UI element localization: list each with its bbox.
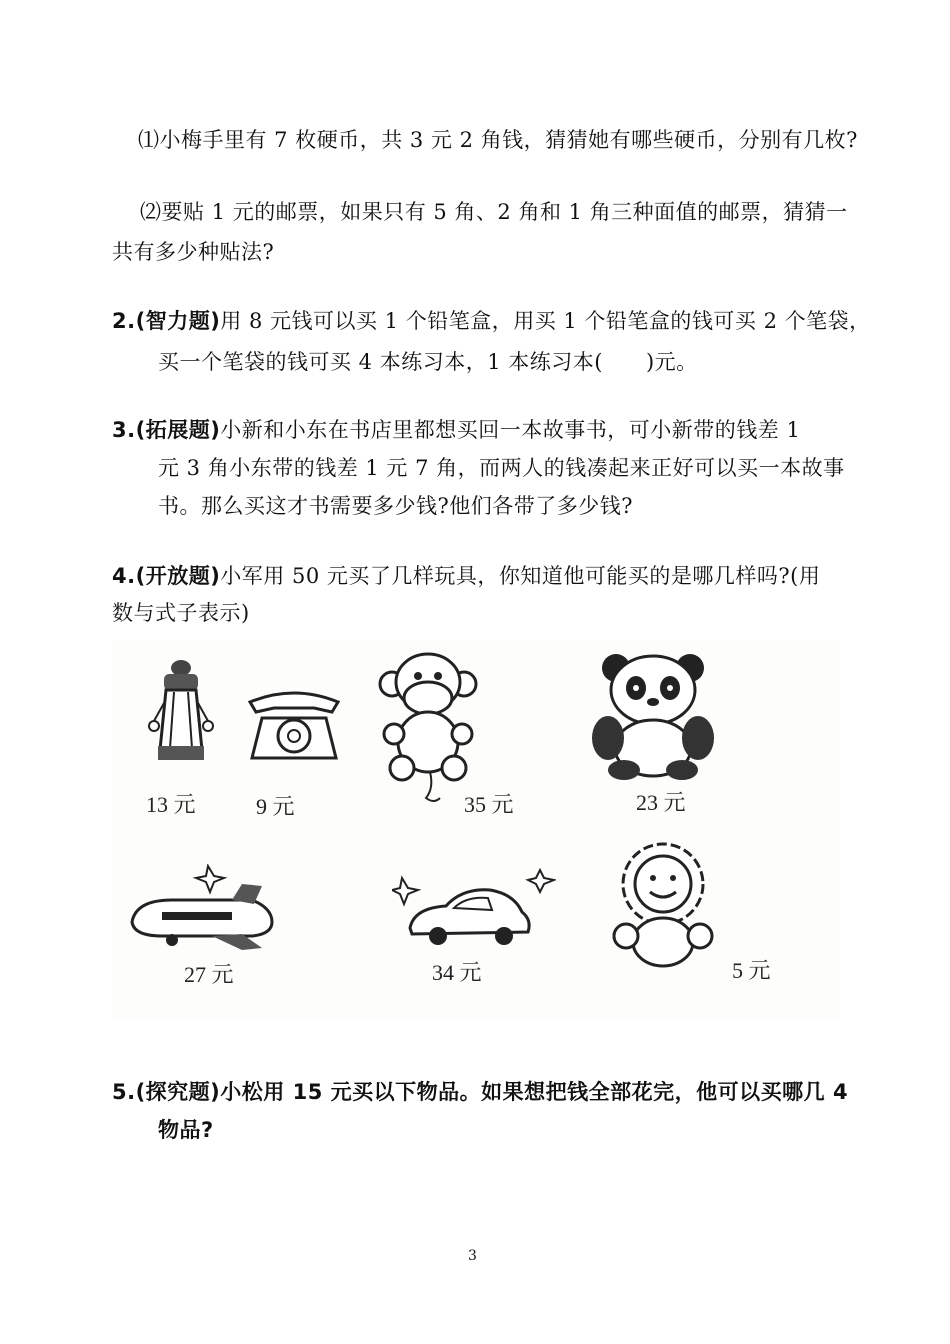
q1-part2-line2: 共有多少种贴法? xyxy=(112,240,275,264)
panda-illustration xyxy=(590,650,716,780)
price-lion-doll: 5 元 xyxy=(732,958,771,983)
telephone-illustration xyxy=(244,688,344,764)
price-car: 34 元 xyxy=(432,960,482,985)
q4-number: 4. xyxy=(112,564,136,588)
q3-line2: 元 3 角小东带的钱差 1 元 7 角，而两人的钱凑起来正好可以买一本故事 xyxy=(158,456,845,480)
car-illustration xyxy=(392,868,556,948)
q4-text1: 小军用 50 元买了几样玩具，你知道他可能买的是哪几样吗?(用 xyxy=(220,564,821,588)
q4-line2: 数与式子表示) xyxy=(112,601,250,625)
toys-picture xyxy=(112,640,840,1020)
q2-text1: 用 8 元钱可以买 1 个铅笔盒，用买 1 个铅笔盒的钱可买 2 个笔袋， xyxy=(220,309,871,333)
q2-line1 xyxy=(112,305,871,335)
q4-line1 xyxy=(112,560,820,590)
q2-number: 2. xyxy=(112,309,136,333)
q3-number: 3. xyxy=(112,418,136,442)
price-panda: 23 元 xyxy=(636,790,686,815)
airplane-illustration xyxy=(122,864,282,954)
cone-toy-illustration xyxy=(136,658,226,770)
q5-line2: 物品? xyxy=(158,1118,214,1142)
q3-tag: (拓展题) xyxy=(135,418,221,442)
lion-doll-illustration xyxy=(604,840,722,970)
q1-part2-line1: ⑵要贴 1 元的邮票，如果只有 5 角、2 角和 1 角三种面值的邮票，猜猜一 xyxy=(140,200,848,224)
q4-tag: (开放题) xyxy=(135,564,221,588)
page-number: 3 xyxy=(468,1248,477,1264)
monkey-illustration xyxy=(374,648,482,808)
q3-text1: 小新和小东在书店里都想买回一本故事书，可小新带的钱差 1 xyxy=(220,418,801,442)
q2-line2: 买一个笔袋的钱可买 4 本练习本，1 本练习本( )元。 xyxy=(158,350,698,374)
q2-tag: (智力题) xyxy=(135,309,221,333)
q5-line1: 5.(探究题)小松用 15 元买以下物品。如果想把钱全部花完，他可以买哪几 4 xyxy=(112,1080,849,1104)
q3-line3: 书。那么买这才书需要多少钱?他们各带了多少钱? xyxy=(158,494,634,518)
price-airplane: 27 元 xyxy=(184,962,234,987)
q1-part1: ⑴小梅手里有 7 枚硬币，共 3 元 2 角钱，猜猜她有哪些硬币，分别有几枚? xyxy=(138,128,858,152)
price-cone-toy: 13 元 xyxy=(146,792,196,817)
price-monkey: 35 元 xyxy=(464,792,514,817)
q3-line1 xyxy=(112,414,800,444)
price-telephone: 9 元 xyxy=(256,794,295,819)
